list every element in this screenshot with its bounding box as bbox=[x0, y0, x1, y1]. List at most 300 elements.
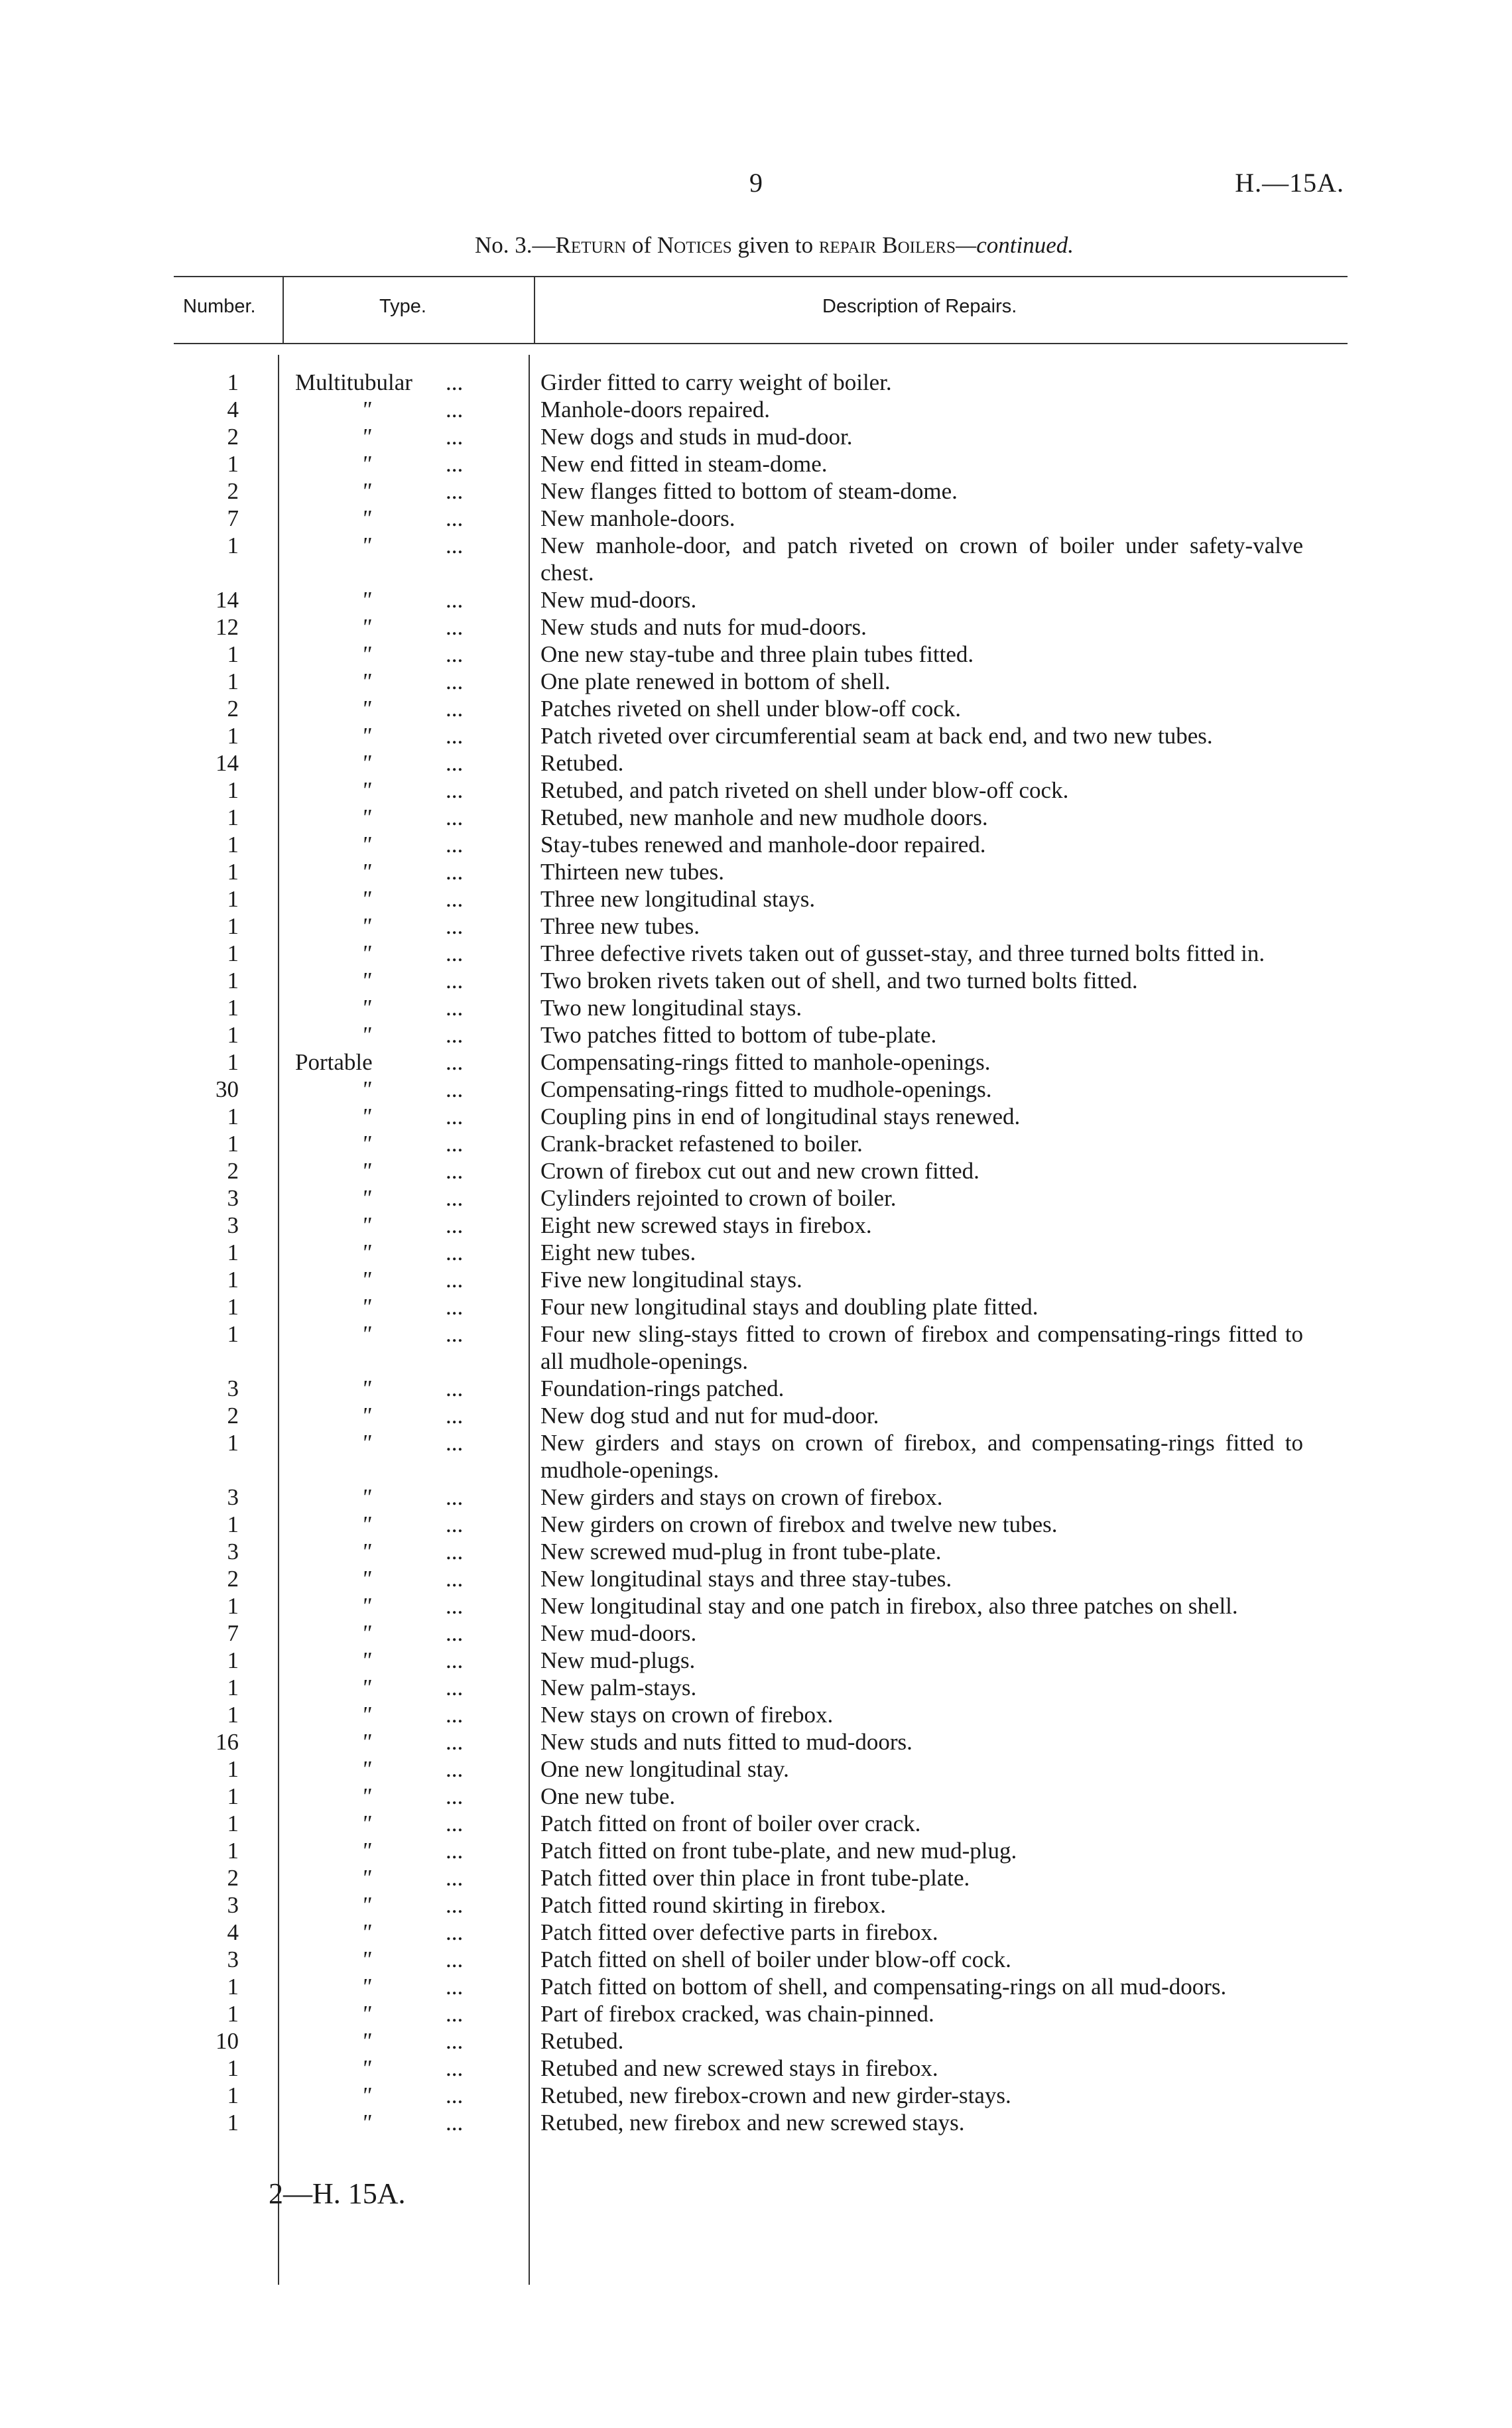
row-type: " bbox=[361, 1566, 371, 1592]
row-description: Retubed, new firebox and new screwed stays. bbox=[540, 2110, 965, 2136]
row-type: " bbox=[361, 1756, 371, 1782]
leader-dots: ... bbox=[446, 505, 464, 531]
row-type-cell bbox=[239, 2000, 494, 2027]
row-type: " bbox=[361, 1430, 371, 1456]
row-type: " bbox=[361, 478, 371, 504]
row-type-cell bbox=[239, 2027, 494, 2055]
row-number: 3 bbox=[227, 1539, 239, 1565]
row-type-cell bbox=[239, 804, 494, 831]
row-type: " bbox=[361, 913, 371, 939]
table-row bbox=[0, 369, 1512, 396]
leader-dots: ... bbox=[446, 1702, 464, 1728]
leader-dots: ... bbox=[446, 777, 464, 803]
row-description: Three defective rivets taken out of gusset-stay, and three turned bolts fitted in. bbox=[540, 940, 1265, 966]
row-number: 1 bbox=[227, 1240, 239, 1265]
leader-dots: ... bbox=[446, 1783, 464, 1809]
row-type-cell bbox=[239, 1728, 494, 1756]
row-type: " bbox=[361, 1838, 371, 1864]
row-type: " bbox=[361, 886, 371, 912]
row-number: 1 bbox=[227, 369, 239, 395]
row-type: Multitubular bbox=[295, 369, 412, 395]
row-number: 1 bbox=[227, 2082, 239, 2108]
row-number: 1 bbox=[227, 804, 239, 830]
leader-dots: ... bbox=[446, 1974, 464, 2000]
row-type: " bbox=[361, 1321, 371, 1347]
row-type: " bbox=[361, 723, 371, 749]
row-number: 1 bbox=[227, 1049, 239, 1075]
row-description: New mud-doors. bbox=[540, 587, 697, 613]
row-type-cell bbox=[239, 1049, 494, 1076]
table-row bbox=[0, 532, 1512, 586]
row-type-cell bbox=[239, 1620, 494, 1647]
leader-dots: ... bbox=[446, 478, 464, 504]
row-number: 1 bbox=[227, 968, 239, 993]
row-type-cell bbox=[239, 1157, 494, 1184]
row-type: " bbox=[361, 832, 371, 858]
leader-dots: ... bbox=[446, 1865, 464, 1891]
row-description: Compensating-rings fitted to manhole-openings. bbox=[540, 1049, 991, 1075]
document-reference: H.—15A. bbox=[1235, 168, 1344, 198]
row-type: " bbox=[361, 1076, 371, 1102]
row-number: 3 bbox=[227, 1185, 239, 1211]
title-continued: —continued. bbox=[956, 232, 1074, 258]
repairs-table bbox=[0, 369, 1512, 2136]
table-row bbox=[0, 1538, 1512, 1565]
row-description: Four new sling-stays fitted to crown of firebox and compensating-rings fitted to all mudhole-openings. bbox=[540, 1321, 1303, 1374]
row-description: New manhole-door, and patch riveted on crown of boiler under safety-valve chest. bbox=[540, 533, 1303, 586]
row-description: New girders on crown of firebox and twelve new tubes. bbox=[540, 1511, 1058, 1537]
table-row bbox=[0, 1103, 1512, 1130]
row-type-cell bbox=[239, 967, 494, 994]
table-row bbox=[0, 1973, 1512, 2000]
table-row bbox=[0, 1130, 1512, 1157]
table-row bbox=[0, 967, 1512, 994]
title-return: Return bbox=[555, 232, 627, 258]
row-description: One plate renewed in bottom of shell. bbox=[540, 669, 891, 694]
row-type: " bbox=[361, 669, 371, 694]
leader-dots: ... bbox=[446, 1484, 464, 1510]
table-row bbox=[0, 641, 1512, 668]
row-type-cell bbox=[239, 1756, 494, 1783]
table-row bbox=[0, 1946, 1512, 1973]
leader-dots: ... bbox=[446, 1158, 464, 1184]
table-top-rule bbox=[174, 276, 1348, 277]
row-number: 3 bbox=[227, 1892, 239, 1918]
row-type-cell bbox=[239, 2109, 494, 2136]
page-number: 9 bbox=[749, 168, 763, 198]
row-number: 1 bbox=[227, 2110, 239, 2136]
row-number: 2 bbox=[227, 478, 239, 504]
row-type-cell bbox=[239, 1701, 494, 1728]
row-type: " bbox=[361, 1267, 371, 1293]
table-row bbox=[0, 1810, 1512, 1837]
table-row bbox=[0, 1783, 1512, 1810]
row-type: " bbox=[361, 533, 371, 558]
row-number: 16 bbox=[216, 1729, 239, 1755]
table-row bbox=[0, 913, 1512, 940]
table-row bbox=[0, 1293, 1512, 1320]
row-number: 1 bbox=[227, 1838, 239, 1864]
table-row bbox=[0, 749, 1512, 777]
leader-dots: ... bbox=[446, 1811, 464, 1836]
row-number: 1 bbox=[227, 832, 239, 858]
table-row bbox=[0, 1076, 1512, 1103]
row-type-cell bbox=[239, 478, 494, 505]
row-type-cell bbox=[239, 532, 494, 559]
signature-mark: 2—H. 15A. bbox=[269, 2177, 406, 2210]
row-type: " bbox=[361, 777, 371, 803]
row-description: New dogs and studs in mud-door. bbox=[540, 424, 853, 450]
row-number: 1 bbox=[227, 1321, 239, 1347]
row-description: Retubed, new firebox-crown and new girder-stays. bbox=[540, 2082, 1011, 2108]
table-row bbox=[0, 586, 1512, 613]
row-number: 1 bbox=[227, 1593, 239, 1619]
table-row bbox=[0, 858, 1512, 885]
row-description: Three new longitudinal stays. bbox=[540, 886, 816, 912]
row-description: New studs and nuts for mud-doors. bbox=[540, 614, 867, 640]
table-row bbox=[0, 885, 1512, 913]
table-row bbox=[0, 1647, 1512, 1674]
row-description: New girders and stays on crown of firebox. bbox=[540, 1484, 943, 1510]
row-type: " bbox=[361, 1702, 371, 1728]
title-boilers: Boilers bbox=[882, 232, 956, 258]
row-description: New stays on crown of firebox. bbox=[540, 1702, 834, 1728]
row-number: 2 bbox=[227, 696, 239, 722]
leader-dots: ... bbox=[446, 587, 464, 613]
row-type: " bbox=[361, 587, 371, 613]
row-description: Two patches fitted to bottom of tube-plate. bbox=[540, 1022, 937, 1048]
leader-dots: ... bbox=[446, 1919, 464, 1945]
leader-dots: ... bbox=[446, 1049, 464, 1075]
row-number: 1 bbox=[227, 2001, 239, 2027]
row-description: Two broken rivets taken out of shell, and two turned bolts fitted. bbox=[540, 968, 1138, 993]
row-type: " bbox=[361, 424, 371, 450]
row-type-cell bbox=[239, 1212, 494, 1239]
table-row bbox=[0, 1701, 1512, 1728]
row-type-cell bbox=[239, 1266, 494, 1293]
table-row bbox=[0, 722, 1512, 749]
row-type-cell bbox=[239, 1130, 494, 1157]
leader-dots: ... bbox=[446, 2001, 464, 2027]
row-description: Foundation-rings patched. bbox=[540, 1375, 785, 1401]
row-type: " bbox=[361, 1783, 371, 1809]
row-number: 1 bbox=[227, 913, 239, 939]
table-row bbox=[0, 450, 1512, 478]
row-type: " bbox=[361, 2082, 371, 2108]
table-row bbox=[0, 1049, 1512, 1076]
row-type-cell bbox=[239, 722, 494, 749]
row-number: 2 bbox=[227, 1566, 239, 1592]
row-description: One new longitudinal stay. bbox=[540, 1756, 789, 1782]
row-number: 3 bbox=[227, 1212, 239, 1238]
title-given-to: given to bbox=[737, 232, 814, 258]
row-type: " bbox=[361, 1131, 371, 1157]
title-repair: repair bbox=[818, 232, 877, 258]
row-number: 1 bbox=[227, 1756, 239, 1782]
table-row bbox=[0, 1429, 1512, 1484]
row-number: 3 bbox=[227, 1484, 239, 1510]
row-type-cell bbox=[239, 1103, 494, 1130]
row-number: 1 bbox=[227, 1974, 239, 2000]
table-row bbox=[0, 1864, 1512, 1891]
row-number: 7 bbox=[227, 505, 239, 531]
leader-dots: ... bbox=[446, 1375, 464, 1401]
column-header-type: Type. bbox=[379, 296, 426, 317]
leader-dots: ... bbox=[446, 1539, 464, 1565]
row-type-cell bbox=[239, 450, 494, 478]
column-header-description: Description of Repairs. bbox=[822, 296, 1017, 317]
leader-dots: ... bbox=[446, 832, 464, 858]
row-type-cell bbox=[239, 1076, 494, 1103]
table-row bbox=[0, 613, 1512, 641]
row-type-cell bbox=[239, 1320, 494, 1348]
row-number: 1 bbox=[227, 2055, 239, 2081]
leader-dots: ... bbox=[446, 1240, 464, 1265]
row-description: New palm-stays. bbox=[540, 1675, 697, 1700]
table-row bbox=[0, 940, 1512, 967]
row-type-cell bbox=[239, 423, 494, 450]
column-divider bbox=[534, 277, 535, 344]
table-row bbox=[0, 1375, 1512, 1402]
row-type: " bbox=[361, 995, 371, 1021]
row-type-cell bbox=[239, 668, 494, 695]
row-number: 1 bbox=[227, 1294, 239, 1320]
row-type-cell bbox=[239, 2082, 494, 2109]
row-number: 1 bbox=[227, 1131, 239, 1157]
row-number: 1 bbox=[227, 1022, 239, 1048]
row-number: 1 bbox=[227, 1511, 239, 1537]
row-type: " bbox=[361, 2055, 371, 2081]
leader-dots: ... bbox=[446, 940, 464, 966]
table-row bbox=[0, 396, 1512, 423]
row-number: 2 bbox=[227, 1158, 239, 1184]
table-row bbox=[0, 1239, 1512, 1266]
row-type: " bbox=[361, 1403, 371, 1429]
table-row bbox=[0, 1728, 1512, 1756]
leader-dots: ... bbox=[446, 1756, 464, 1782]
table-row bbox=[0, 1891, 1512, 1919]
leader-dots: ... bbox=[446, 2055, 464, 2081]
row-description: Girder fitted to carry weight of boiler. bbox=[540, 369, 892, 395]
row-description: New longitudinal stays and three stay-tubes. bbox=[540, 1566, 952, 1592]
row-description: Retubed. bbox=[540, 2028, 624, 2054]
row-description: Manhole-doors repaired. bbox=[540, 397, 770, 422]
row-description: One new tube. bbox=[540, 1783, 676, 1809]
row-description: Eight new tubes. bbox=[540, 1240, 696, 1265]
row-type-cell bbox=[239, 749, 494, 777]
row-description: Coupling pins in end of longitudinal stays renewed. bbox=[540, 1104, 1021, 1129]
row-type: " bbox=[361, 859, 371, 885]
row-number: 1 bbox=[227, 533, 239, 558]
row-description: Four new longitudinal stays and doubling plate fitted. bbox=[540, 1294, 1039, 1320]
row-type-cell bbox=[239, 1239, 494, 1266]
row-type: " bbox=[361, 1375, 371, 1401]
table-row bbox=[0, 1021, 1512, 1049]
row-number: 1 bbox=[227, 1267, 239, 1293]
leader-dots: ... bbox=[446, 614, 464, 640]
row-number: 1 bbox=[227, 995, 239, 1021]
row-description: New girders and stays on crown of firebox, and compensating-rings fitted to mudhole-openings. bbox=[540, 1430, 1303, 1483]
row-type-cell bbox=[239, 1973, 494, 2000]
row-number: 30 bbox=[216, 1076, 239, 1102]
row-type: " bbox=[361, 1185, 371, 1211]
row-type-cell bbox=[239, 1375, 494, 1402]
leader-dots: ... bbox=[446, 2110, 464, 2136]
row-type-cell bbox=[239, 505, 494, 532]
row-type: " bbox=[361, 1811, 371, 1836]
leader-dots: ... bbox=[446, 1838, 464, 1864]
row-type-cell bbox=[239, 1891, 494, 1919]
row-number: 1 bbox=[227, 1104, 239, 1129]
row-type: " bbox=[361, 1947, 371, 1972]
row-type: " bbox=[361, 397, 371, 422]
leader-dots: ... bbox=[446, 1022, 464, 1048]
row-number: 7 bbox=[227, 1620, 239, 1646]
row-type-cell bbox=[239, 369, 494, 396]
leader-dots: ... bbox=[446, 696, 464, 722]
row-type: " bbox=[361, 1022, 371, 1048]
page-title bbox=[0, 232, 1512, 259]
leader-dots: ... bbox=[446, 968, 464, 993]
table-row bbox=[0, 695, 1512, 722]
row-number: 1 bbox=[227, 1647, 239, 1673]
leader-dots: ... bbox=[446, 1620, 464, 1646]
row-type: " bbox=[361, 750, 371, 776]
table-row bbox=[0, 1484, 1512, 1511]
row-type: " bbox=[361, 1647, 371, 1673]
leader-dots: ... bbox=[446, 2082, 464, 2108]
row-description: Patch fitted on shell of boiler under blow-off cock. bbox=[540, 1947, 1011, 1972]
row-description: Part of firebox cracked, was chain-pinned. bbox=[540, 2001, 934, 2027]
row-number: 1 bbox=[227, 669, 239, 694]
row-number: 1 bbox=[227, 1430, 239, 1456]
table-row bbox=[0, 1320, 1512, 1375]
leader-dots: ... bbox=[446, 451, 464, 477]
row-number: 1 bbox=[227, 1783, 239, 1809]
leader-dots: ... bbox=[446, 859, 464, 885]
leader-dots: ... bbox=[446, 1892, 464, 1918]
row-type-cell bbox=[239, 613, 494, 641]
leader-dots: ... bbox=[446, 533, 464, 558]
row-description: Cylinders rejointed to crown of boiler. bbox=[540, 1185, 897, 1211]
table-row bbox=[0, 777, 1512, 804]
row-type-cell bbox=[239, 641, 494, 668]
row-type: " bbox=[361, 614, 371, 640]
row-description: New mud-doors. bbox=[540, 1620, 697, 1646]
leader-dots: ... bbox=[446, 1729, 464, 1755]
row-type: " bbox=[361, 1240, 371, 1265]
row-type: " bbox=[361, 641, 371, 667]
table-row bbox=[0, 831, 1512, 858]
row-type-cell bbox=[239, 994, 494, 1021]
row-type: " bbox=[361, 1919, 371, 1945]
title-prefix: No. 3.— bbox=[475, 232, 556, 258]
row-type: " bbox=[361, 2028, 371, 2054]
leader-dots: ... bbox=[446, 913, 464, 939]
row-description: Compensating-rings fitted to mudhole-openings. bbox=[540, 1076, 992, 1102]
row-number: 12 bbox=[216, 614, 239, 640]
row-description: Crank-bracket refastened to boiler. bbox=[540, 1131, 863, 1157]
row-type: " bbox=[361, 1158, 371, 1184]
row-number: 4 bbox=[227, 1919, 239, 1945]
row-type: " bbox=[361, 968, 371, 993]
table-row bbox=[0, 2000, 1512, 2027]
row-number: 1 bbox=[227, 1811, 239, 1836]
leader-dots: ... bbox=[446, 1321, 464, 1347]
leader-dots: ... bbox=[446, 641, 464, 667]
table-row bbox=[0, 1837, 1512, 1864]
row-description: Patches riveted on shell under blow-off cock. bbox=[540, 696, 962, 722]
row-number: 14 bbox=[216, 750, 239, 776]
row-description: New flanges fitted to bottom of steam-dome. bbox=[540, 478, 958, 504]
row-type: " bbox=[361, 2110, 371, 2136]
row-type-cell bbox=[239, 1674, 494, 1701]
leader-dots: ... bbox=[446, 723, 464, 749]
row-type: " bbox=[361, 1729, 371, 1755]
row-type: " bbox=[361, 804, 371, 830]
row-description: Patch fitted on front of boiler over crack. bbox=[540, 1811, 921, 1836]
row-number: 2 bbox=[227, 1865, 239, 1891]
row-number: 3 bbox=[227, 1375, 239, 1401]
row-type: " bbox=[361, 451, 371, 477]
table-row bbox=[0, 2027, 1512, 2055]
row-type: " bbox=[361, 1593, 371, 1619]
leader-dots: ... bbox=[446, 1511, 464, 1537]
row-type-cell bbox=[239, 1592, 494, 1620]
row-description: New screwed mud-plug in front tube-plate. bbox=[540, 1539, 942, 1565]
row-type: " bbox=[361, 505, 371, 531]
row-description: Retubed, new manhole and new mudhole doors. bbox=[540, 804, 988, 830]
row-number: 1 bbox=[227, 1675, 239, 1700]
row-type: " bbox=[361, 1892, 371, 1918]
table-row bbox=[0, 1592, 1512, 1620]
row-description: New dog stud and nut for mud-door. bbox=[540, 1403, 879, 1429]
table-row bbox=[0, 505, 1512, 532]
row-description: Retubed. bbox=[540, 750, 624, 776]
row-number: 1 bbox=[227, 451, 239, 477]
row-type-cell bbox=[239, 586, 494, 613]
table-row bbox=[0, 804, 1512, 831]
row-type-cell bbox=[239, 1919, 494, 1946]
leader-dots: ... bbox=[446, 1566, 464, 1592]
leader-dots: ... bbox=[446, 995, 464, 1021]
row-number: 2 bbox=[227, 424, 239, 450]
table-row bbox=[0, 2055, 1512, 2082]
table-row bbox=[0, 1266, 1512, 1293]
leader-dots: ... bbox=[446, 1185, 464, 1211]
row-description: Patch fitted over thin place in front tube-plate. bbox=[540, 1865, 970, 1891]
leader-dots: ... bbox=[446, 424, 464, 450]
row-type: " bbox=[361, 940, 371, 966]
table-row bbox=[0, 1565, 1512, 1592]
row-description: New mud-plugs. bbox=[540, 1647, 696, 1673]
table-row bbox=[0, 1157, 1512, 1184]
table-row bbox=[0, 994, 1512, 1021]
row-type: " bbox=[361, 1104, 371, 1129]
table-row bbox=[0, 423, 1512, 450]
title-notices: Notices bbox=[657, 232, 732, 258]
row-type-cell bbox=[239, 777, 494, 804]
row-type-cell bbox=[239, 396, 494, 423]
row-number: 3 bbox=[227, 1947, 239, 1972]
table-row bbox=[0, 1402, 1512, 1429]
row-type-cell bbox=[239, 1837, 494, 1864]
leader-dots: ... bbox=[446, 1430, 464, 1456]
row-description: Three new tubes. bbox=[540, 913, 700, 939]
row-type-cell bbox=[239, 2055, 494, 2082]
row-type-cell bbox=[239, 1021, 494, 1049]
leader-dots: ... bbox=[446, 1076, 464, 1102]
